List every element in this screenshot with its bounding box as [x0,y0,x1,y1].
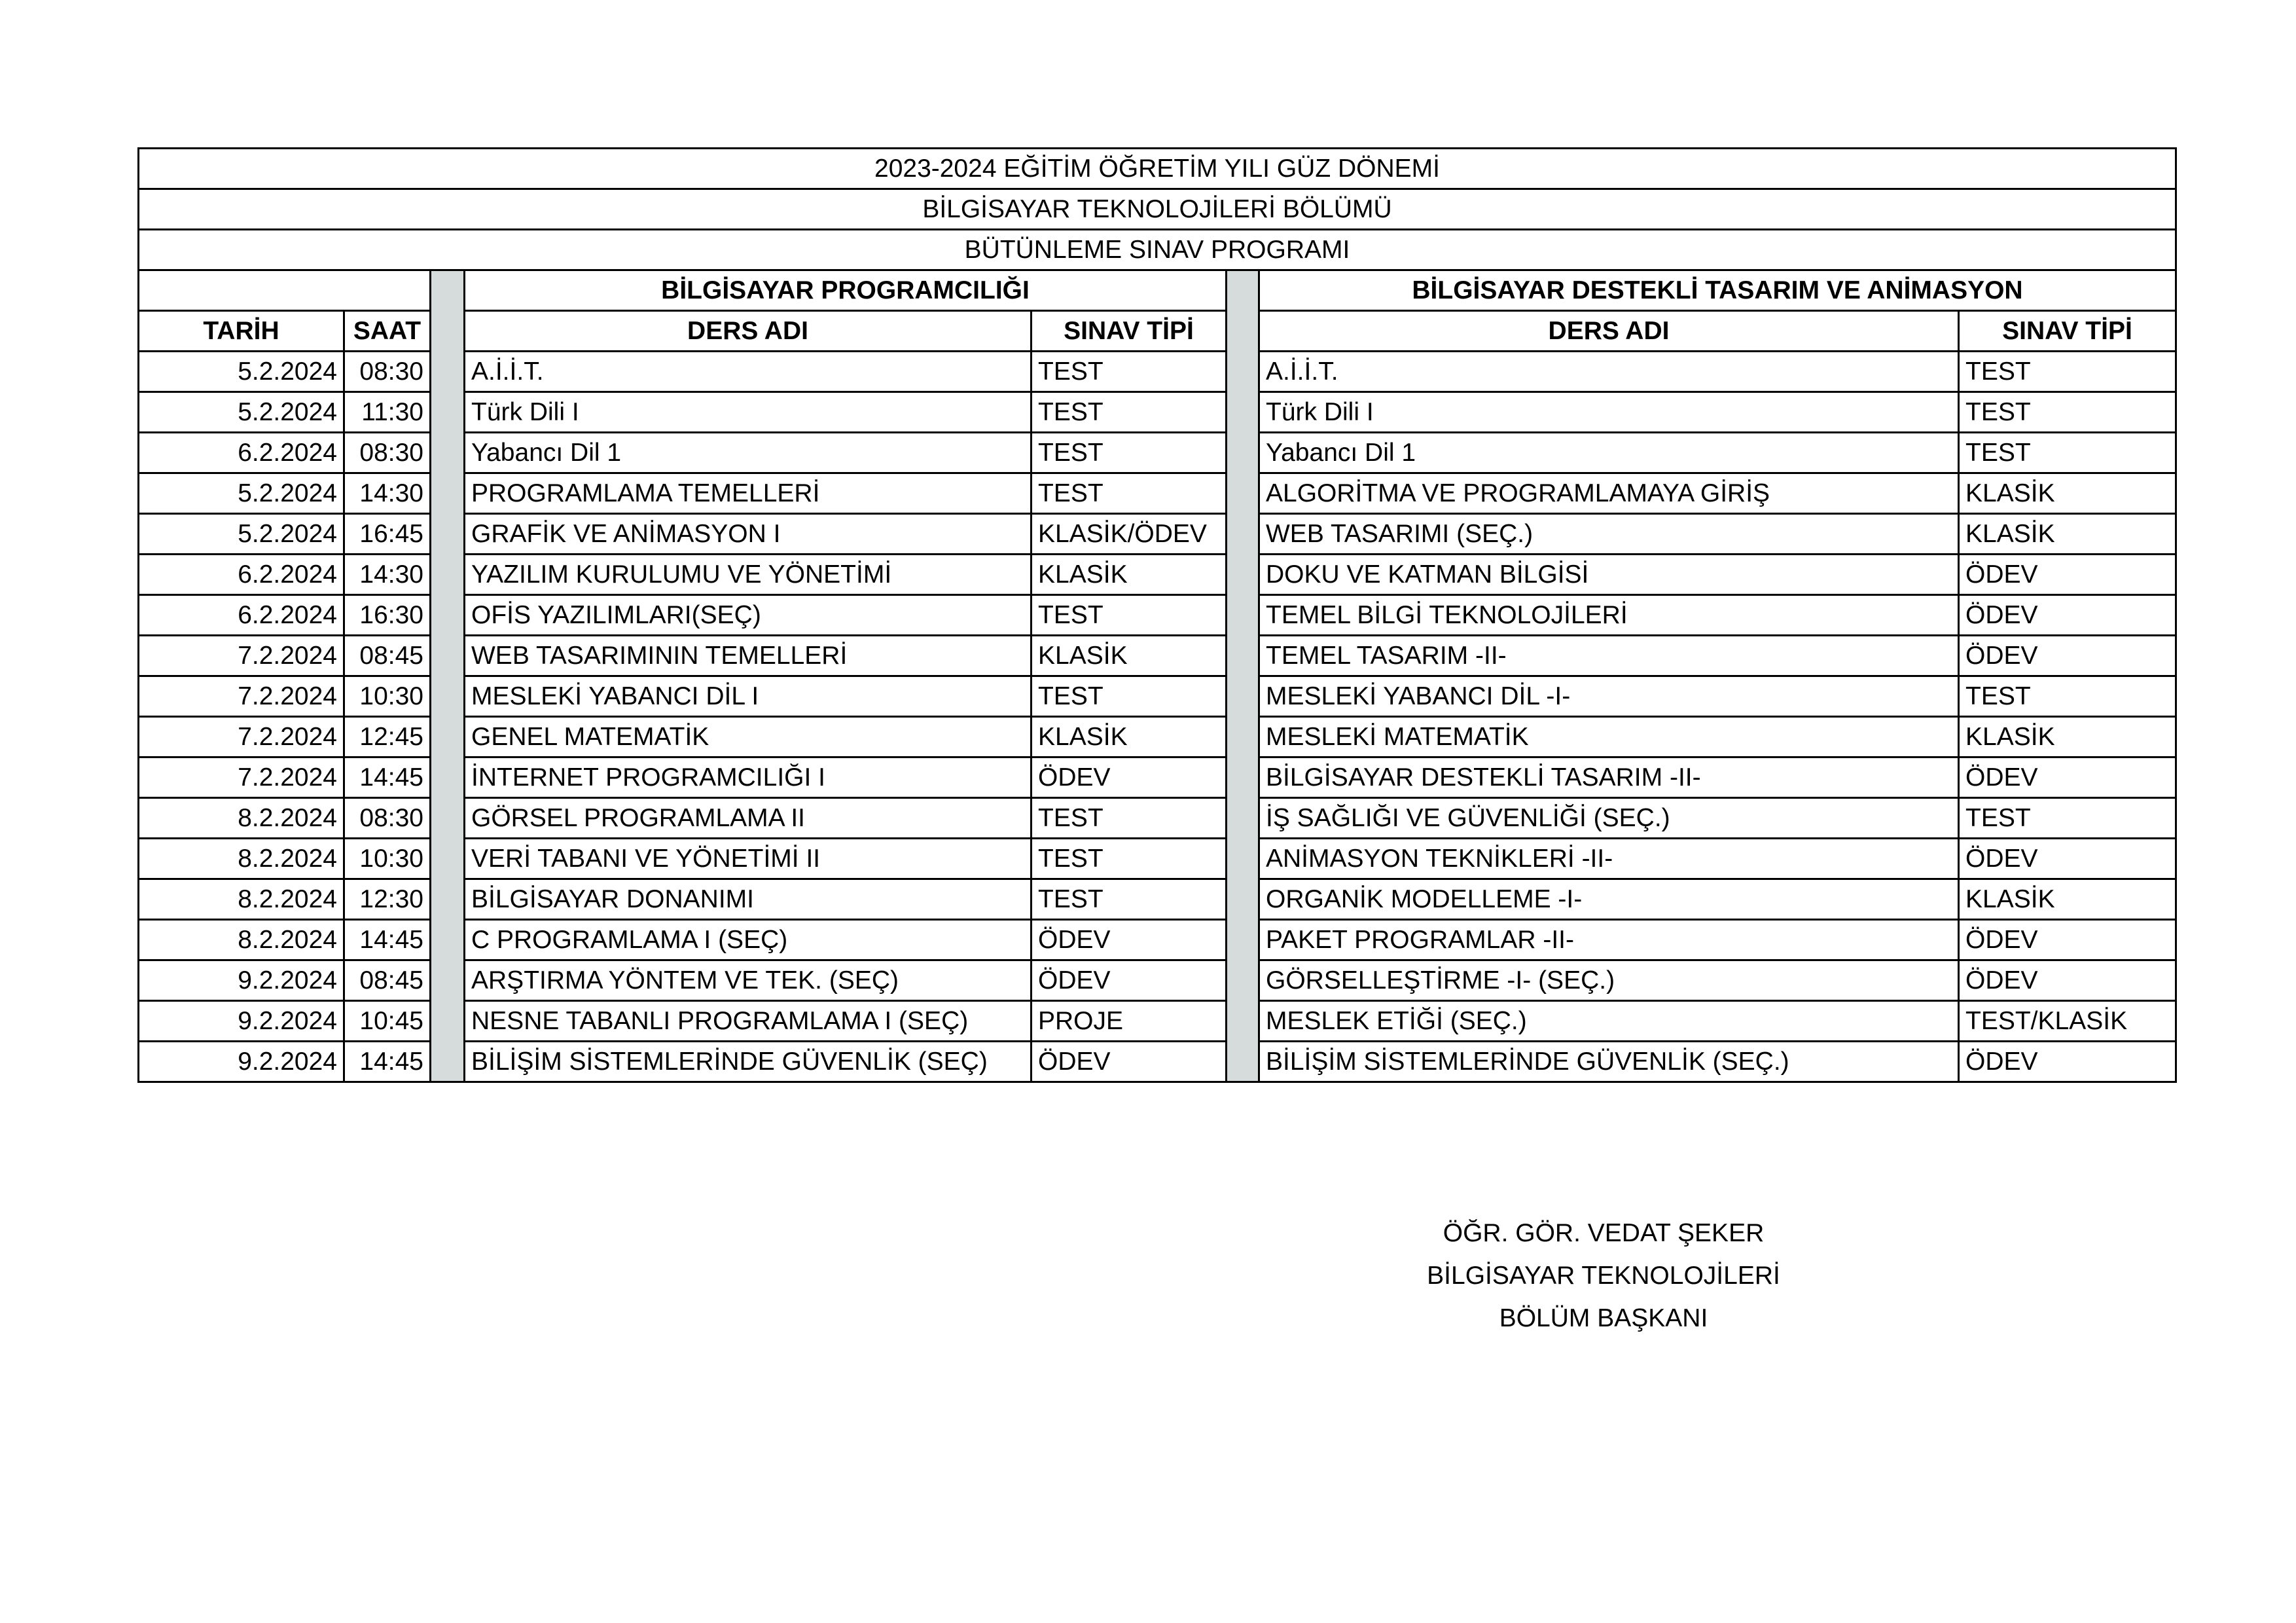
cell-left-type: TEST [1031,595,1227,636]
cell-right-course: MESLEKİ MATEMATİK [1259,717,1959,757]
cell-left-type: ÖDEV [1031,757,1227,798]
cell-right-type: KLASİK [1959,717,2176,757]
cell-date: 9.2.2024 [139,1001,344,1042]
cell-time: 10:30 [344,676,431,717]
signature-name: ÖĞR. GÖR. VEDAT ŞEKER [1443,1219,1765,1247]
cell-time: 12:45 [344,717,431,757]
cell-right-course: TEMEL TASARIM -II- [1259,636,1959,676]
cell-left-type: TEST [1031,433,1227,473]
cell-right-type: TEST [1959,798,2176,839]
cell-left-course: GRAFİK VE ANİMASYON I [465,514,1031,555]
cell-right-course: WEB TASARIMI (SEÇ.) [1259,514,1959,555]
cell-right-course: ORGANİK MODELLEME -I- [1259,879,1959,920]
cell-right-type: TEST [1959,392,2176,433]
cell-left-type: TEST [1031,392,1227,433]
cell-time: 10:30 [344,839,431,879]
cell-date: 7.2.2024 [139,636,344,676]
cell-left-course: YAZILIM KURULUMU VE YÖNETİMİ [465,555,1031,595]
signature-department: BİLGİSAYAR TEKNOLOJİLERİ [1427,1262,1780,1290]
cell-left-type: TEST [1031,798,1227,839]
cell-right-type: KLASİK [1959,879,2176,920]
cell-time: 10:45 [344,1001,431,1042]
cell-right-type: TEST [1959,352,2176,392]
cell-right-course: ANİMASYON TEKNİKLERİ -II- [1259,839,1959,879]
signature-title: BÖLÜM BAŞKANI [1499,1304,1708,1332]
col-header-time: SAAT [344,311,431,352]
cell-left-type: ÖDEV [1031,920,1227,960]
cell-left-course: WEB TASARIMININ TEMELLERİ [465,636,1031,676]
cell-right-type: ÖDEV [1959,920,2176,960]
cell-left-course: C PROGRAMLAMA I (SEÇ) [465,920,1031,960]
header-row-1 [139,149,2176,189]
cell-date: 6.2.2024 [139,555,344,595]
cell-date: 7.2.2024 [139,676,344,717]
cell-right-course: A.İ.İ.T. [1259,352,1959,392]
cell-left-type: KLASİK/ÖDEV [1031,514,1227,555]
cell-date: 5.2.2024 [139,473,344,514]
cell-time: 14:30 [344,555,431,595]
cell-left-course: ARŞTIRMA YÖNTEM VE TEK. (SEÇ) [465,960,1031,1001]
cell-time: 08:45 [344,960,431,1001]
cell-left-course: OFİS YAZILIMLARI(SEÇ) [465,595,1031,636]
cell-left-type: PROJE [1031,1001,1227,1042]
cell-right-course: BİLGİSAYAR DESTEKLİ TASARIM -II- [1259,757,1959,798]
cell-right-course: GÖRSELLEŞTİRME -I- (SEÇ.) [1259,960,1959,1001]
cell-left-course: Yabancı Dil 1 [465,433,1031,473]
middle-gap-column [1227,270,1259,1082]
cell-right-type: ÖDEV [1959,960,2176,1001]
cell-right-type: TEST [1959,676,2176,717]
cell-right-type: ÖDEV [1959,757,2176,798]
cell-left-type: KLASİK [1031,555,1227,595]
program-right-title: BİLGİSAYAR DESTEKLİ TASARIM VE ANİMASYON [1259,270,2176,311]
cell-right-course: MESLEKİ YABANCI DİL -I- [1259,676,1959,717]
cell-time: 14:30 [344,473,431,514]
col-header-left-type: SINAV TİPİ [1031,311,1227,352]
cell-left-course: MESLEKİ YABANCI DİL I [465,676,1031,717]
cell-right-type: ÖDEV [1959,1042,2176,1082]
left-gap-column [431,270,465,1082]
cell-left-type: ÖDEV [1031,1042,1227,1082]
cell-left-type: TEST [1031,676,1227,717]
cell-left-course: A.İ.İ.T. [465,352,1031,392]
program-left-title: BİLGİSAYAR PROGRAMCILIĞI [465,270,1227,311]
cell-left-course: İNTERNET PROGRAMCILIĞI I [465,757,1031,798]
cell-right-course: ALGORİTMA VE PROGRAMLAMAYA GİRİŞ [1259,473,1959,514]
cell-time: 14:45 [344,757,431,798]
cell-right-type: KLASİK [1959,514,2176,555]
cell-right-course: İŞ SAĞLIĞI VE GÜVENLİĞİ (SEÇ.) [1259,798,1959,839]
cell-right-type: TEST [1959,433,2176,473]
cell-left-type: TEST [1031,879,1227,920]
col-header-right-type: SINAV TİPİ [1959,311,2176,352]
cell-time: 08:30 [344,352,431,392]
cell-right-course: PAKET PROGRAMLAR -II- [1259,920,1959,960]
cell-date: 7.2.2024 [139,757,344,798]
cell-date: 6.2.2024 [139,433,344,473]
cell-left-course: PROGRAMLAMA TEMELLERİ [465,473,1031,514]
cell-right-type: ÖDEV [1959,839,2176,879]
cell-left-course: GÖRSEL PROGRAMLAMA II [465,798,1031,839]
cell-right-course: MESLEK ETİĞİ (SEÇ.) [1259,1001,1959,1042]
cell-left-course: BİLİŞİM SİSTEMLERİNDE GÜVENLİK (SEÇ) [465,1042,1031,1082]
program-title-blank [139,270,431,311]
cell-left-course: NESNE TABANLI PROGRAMLAMA I (SEÇ) [465,1001,1031,1042]
cell-time: 16:45 [344,514,431,555]
cell-right-course: Türk Dili I [1259,392,1959,433]
exam-schedule-table [137,147,2177,1083]
cell-right-type: ÖDEV [1959,555,2176,595]
cell-right-type: TEST/KLASİK [1959,1001,2176,1042]
cell-right-course: TEMEL BİLGİ TEKNOLOJİLERİ [1259,595,1959,636]
header-row-3 [139,230,2176,270]
cell-left-course: Türk Dili I [465,392,1031,433]
cell-time: 08:30 [344,433,431,473]
cell-left-course: GENEL MATEMATİK [465,717,1031,757]
header-department: BİLGİSAYAR TEKNOLOJİLERİ BÖLÜMÜ [139,189,2176,230]
cell-left-type: TEST [1031,473,1227,514]
cell-right-type: ÖDEV [1959,595,2176,636]
col-header-left-course: DERS ADI [465,311,1031,352]
cell-left-course: BİLGİSAYAR DONANIMI [465,879,1031,920]
header-program-title: BÜTÜNLEME SINAV PROGRAMI [139,230,2176,270]
cell-date: 5.2.2024 [139,392,344,433]
cell-time: 11:30 [344,392,431,433]
header-row-2 [139,189,2176,230]
col-header-right-course: DERS ADI [1259,311,1959,352]
cell-date: 8.2.2024 [139,839,344,879]
cell-left-type: KLASİK [1031,636,1227,676]
cell-date: 5.2.2024 [139,352,344,392]
cell-right-type: ÖDEV [1959,636,2176,676]
cell-date: 5.2.2024 [139,514,344,555]
cell-time: 14:45 [344,1042,431,1082]
cell-time: 14:45 [344,920,431,960]
cell-right-course: BİLİŞİM SİSTEMLERİNDE GÜVENLİK (SEÇ.) [1259,1042,1959,1082]
cell-date: 6.2.2024 [139,595,344,636]
cell-time: 16:30 [344,595,431,636]
header-term: 2023-2024 EĞİTİM ÖĞRETİM YILI GÜZ DÖNEMİ [139,149,2176,189]
cell-left-course: VERİ TABANI VE YÖNETİMİ II [465,839,1031,879]
cell-right-course: Yabancı Dil 1 [1259,433,1959,473]
program-title-row [139,270,2176,311]
cell-right-course: DOKU VE KATMAN BİLGİSİ [1259,555,1959,595]
cell-right-type: KLASİK [1959,473,2176,514]
cell-time: 08:30 [344,798,431,839]
col-header-date: TARİH [139,311,344,352]
cell-date: 9.2.2024 [139,960,344,1001]
cell-time: 12:30 [344,879,431,920]
cell-left-type: ÖDEV [1031,960,1227,1001]
cell-time: 08:45 [344,636,431,676]
cell-date: 8.2.2024 [139,879,344,920]
cell-date: 8.2.2024 [139,798,344,839]
cell-left-type: TEST [1031,352,1227,392]
cell-date: 7.2.2024 [139,717,344,757]
cell-date: 9.2.2024 [139,1042,344,1082]
cell-date: 8.2.2024 [139,920,344,960]
cell-left-type: KLASİK [1031,717,1227,757]
cell-left-type: TEST [1031,839,1227,879]
